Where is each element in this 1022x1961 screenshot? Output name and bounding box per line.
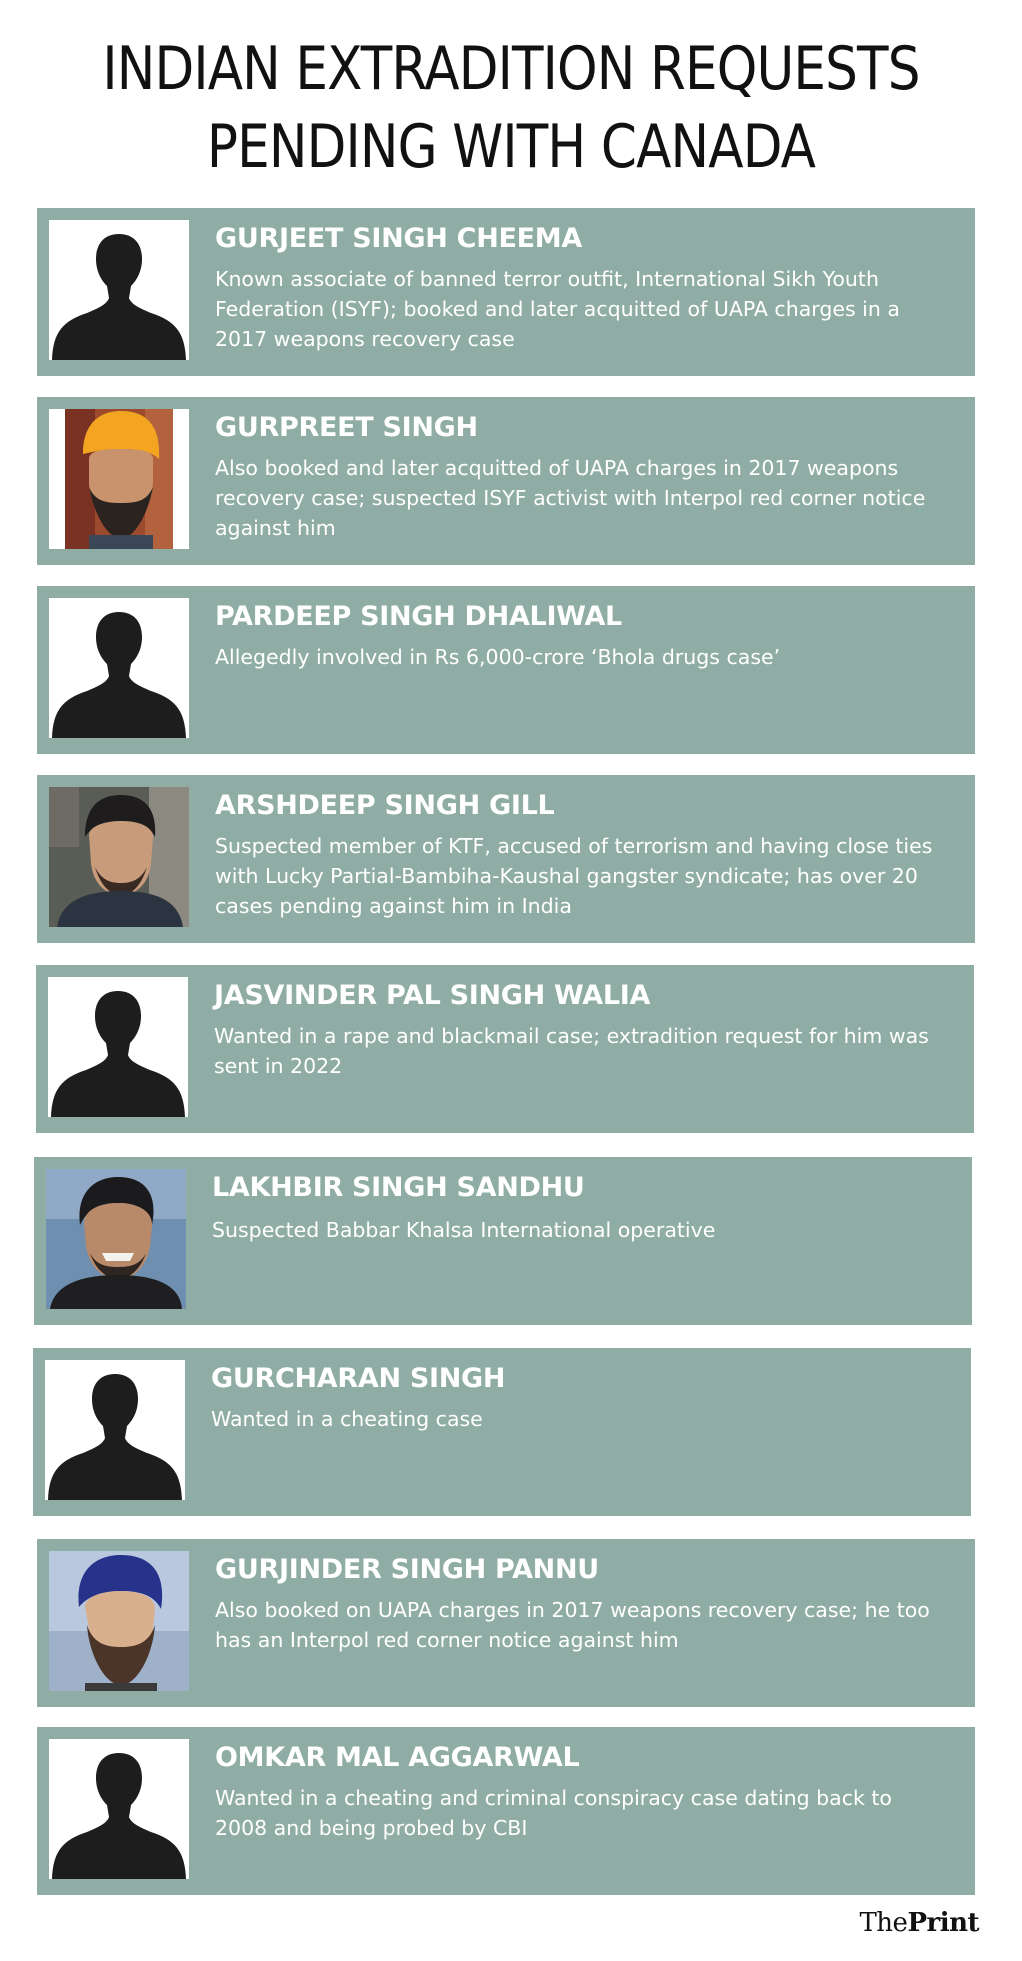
- page-title: [72, 30, 951, 186]
- entry-description: Wanted in a rape and blackmail case; extradition request for him was sent in 2022: [214, 1024, 929, 1078]
- entry-name: JASVINDER PAL SINGH WALIA: [214, 980, 651, 1011]
- brand-logo-part-1: The: [859, 1908, 908, 1938]
- entry-description: Allegedly involved in Rs 6,000-crore ‘Bhola drugs case’: [215, 645, 781, 669]
- portrait-photo: [49, 409, 189, 549]
- entry-description: Suspected member of KTF, accused of terrorism and having close ties with Lucky Partial-Bambiha-Kaushal gangster syndicate; has over 20 cases pending against him in India: [215, 834, 933, 918]
- entry-name: LAKHBIR SINGH SANDHU: [212, 1172, 585, 1203]
- entry-description: Wanted in a cheating case: [211, 1407, 483, 1431]
- entry-description: Also booked on UAPA charges in 2017 weapons recovery case; he too has an Interpol red corner notice against him: [215, 1598, 930, 1652]
- portrait-photo: [49, 787, 189, 927]
- entry-name: OMKAR MAL AGGARWAL: [215, 1742, 580, 1773]
- entry-card: [34, 1157, 972, 1325]
- entry-name: ARSHDEEP SINGH GILL: [215, 790, 555, 821]
- entry-card: [37, 397, 975, 565]
- title-line-2: PENDING WITH CANADA: [206, 112, 816, 182]
- entry-description: Known associate of banned terror outfit, International Sikh Youth Federation (ISYF); booked and later acquitted of UAPA charges in a 2017 weapons recovery case: [215, 267, 900, 351]
- entry-card: [37, 1727, 975, 1895]
- entry-name: GURPREET SINGH: [215, 412, 478, 443]
- portrait-photo: [49, 1551, 189, 1691]
- silhouette-icon: [49, 1739, 189, 1879]
- entry-card: [33, 1348, 971, 1516]
- entry-card: [37, 775, 975, 943]
- entry-name: GURCHARAN SINGH: [211, 1363, 506, 1394]
- portrait-photo: [46, 1169, 186, 1309]
- entry-card: [37, 208, 975, 376]
- entry-card: [37, 1539, 975, 1707]
- entry-name: GURJINDER SINGH PANNU: [215, 1554, 599, 1585]
- silhouette-icon: [49, 220, 189, 360]
- entry-card: [37, 586, 975, 754]
- silhouette-icon: [45, 1360, 185, 1500]
- silhouette-icon: [49, 598, 189, 738]
- entry-card: [36, 965, 974, 1133]
- brand-logo-part-2: Print: [907, 1908, 979, 1938]
- entry-name: PARDEEP SINGH DHALIWAL: [215, 601, 622, 632]
- entry-name: GURJEET SINGH CHEEMA: [215, 223, 582, 254]
- entry-description: Wanted in a cheating and criminal conspiracy case dating back to 2008 and being probed by CBI: [215, 1786, 892, 1840]
- entry-description: Suspected Babbar Khalsa International operative: [212, 1218, 716, 1242]
- brand-logo: [859, 1908, 979, 1938]
- entry-description: Also booked and later acquitted of UAPA charges in 2017 weapons recovery case; suspected ISYF activist with Interpol red corner notice against him: [215, 456, 926, 540]
- title-line-1: INDIAN EXTRADITION REQUESTS: [102, 34, 920, 104]
- silhouette-icon: [48, 977, 188, 1117]
